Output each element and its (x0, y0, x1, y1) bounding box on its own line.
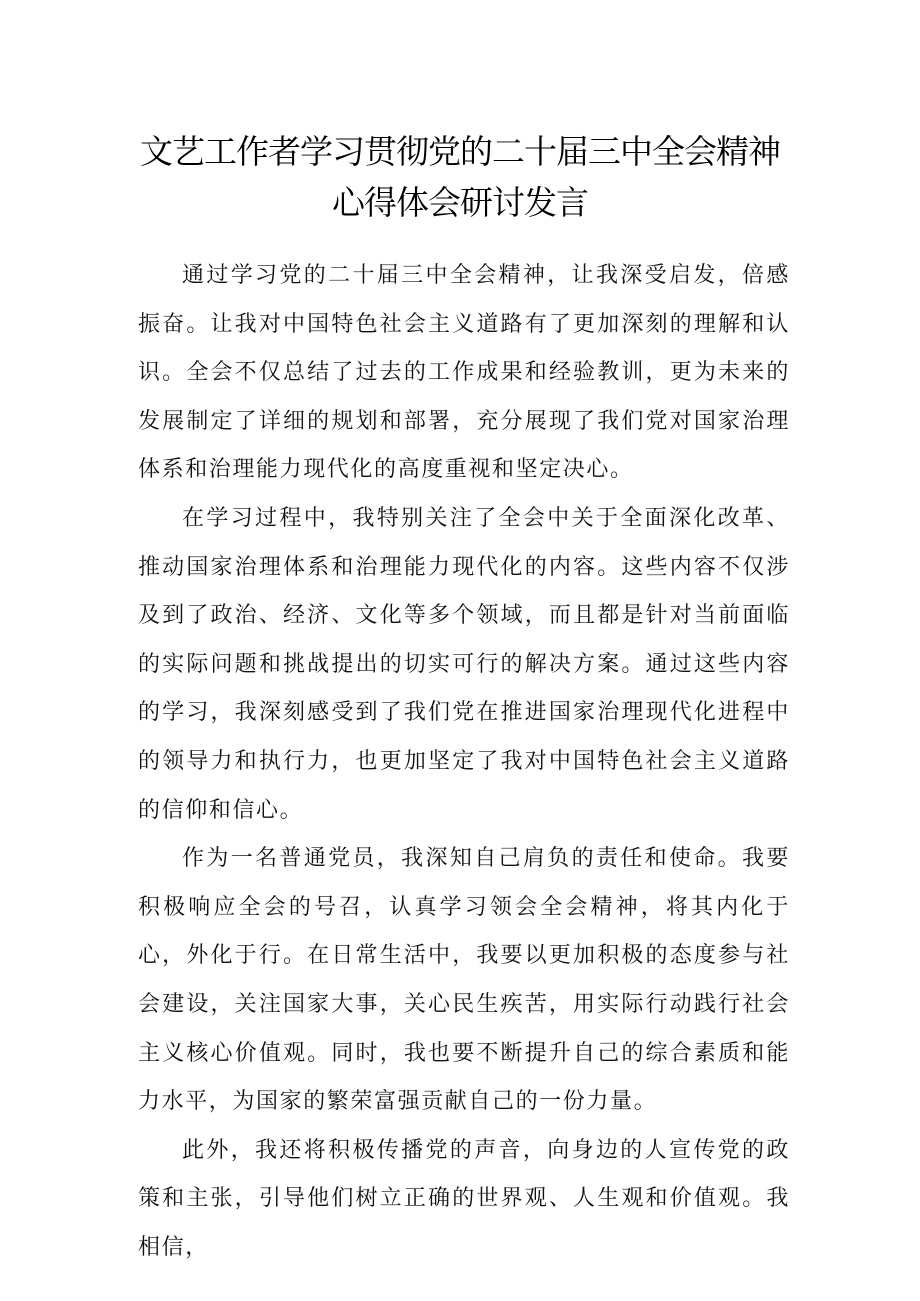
document-title-line-2: 心得体会研讨发言 (332, 183, 588, 222)
paragraph-3: 作为一名普通党员，我深知自己肩负的责任和使命。我要积极响应全会的号召，认真学习领会全会精神，将其内化于心，外化于行。在日常生活中，我要以更加积极的态度参与社会建设，关注国家大事，关心民生疾苦，用实际行动践行社会主义核心价值观。同时，我也要不断提升自己的综合素质和能力水平，为国家的繁荣富强贡献自己的一份力量。 (138, 846, 790, 1115)
document-title-line-1: 文艺工作者学习贯彻党的二十届三中全会精神 (140, 132, 780, 171)
paragraph-1: 通过学习党的二十届三中全会精神，让我深受启发，倍感振奋。让我对中国特色社会主义道路有了更加深刻的理解和认识。全会不仅总结了过去的工作成果和经验教训，更为未来的发展制定了详细的规划和部署，充分展现了我们党对国家治理体系和治理能力现代化的高度重视和坚定决心。 (138, 263, 790, 483)
document-body (138, 252, 790, 1272)
paragraph-4: 此外，我还将积极传播党的声音，向身边的人宣传党的政策和主张，引导他们树立正确的世界观、人生观和价值观。我相信， (138, 1137, 790, 1260)
paragraph-2: 在学习过程中，我特别关注了全会中关于全面深化改革、推动国家治理体系和治理能力现代化的内容。这些内容不仅涉及到了政治、经济、文化等多个领域，而且都是针对当前面临的实际问题和挑战提出的切实可行的解决方案。通过这些内容的学习，我深刻感受到了我们党在推进国家治理现代化进程中的领导力和执行力，也更加坚定了我对中国特色社会主义道路的信仰和信心。 (138, 505, 790, 823)
